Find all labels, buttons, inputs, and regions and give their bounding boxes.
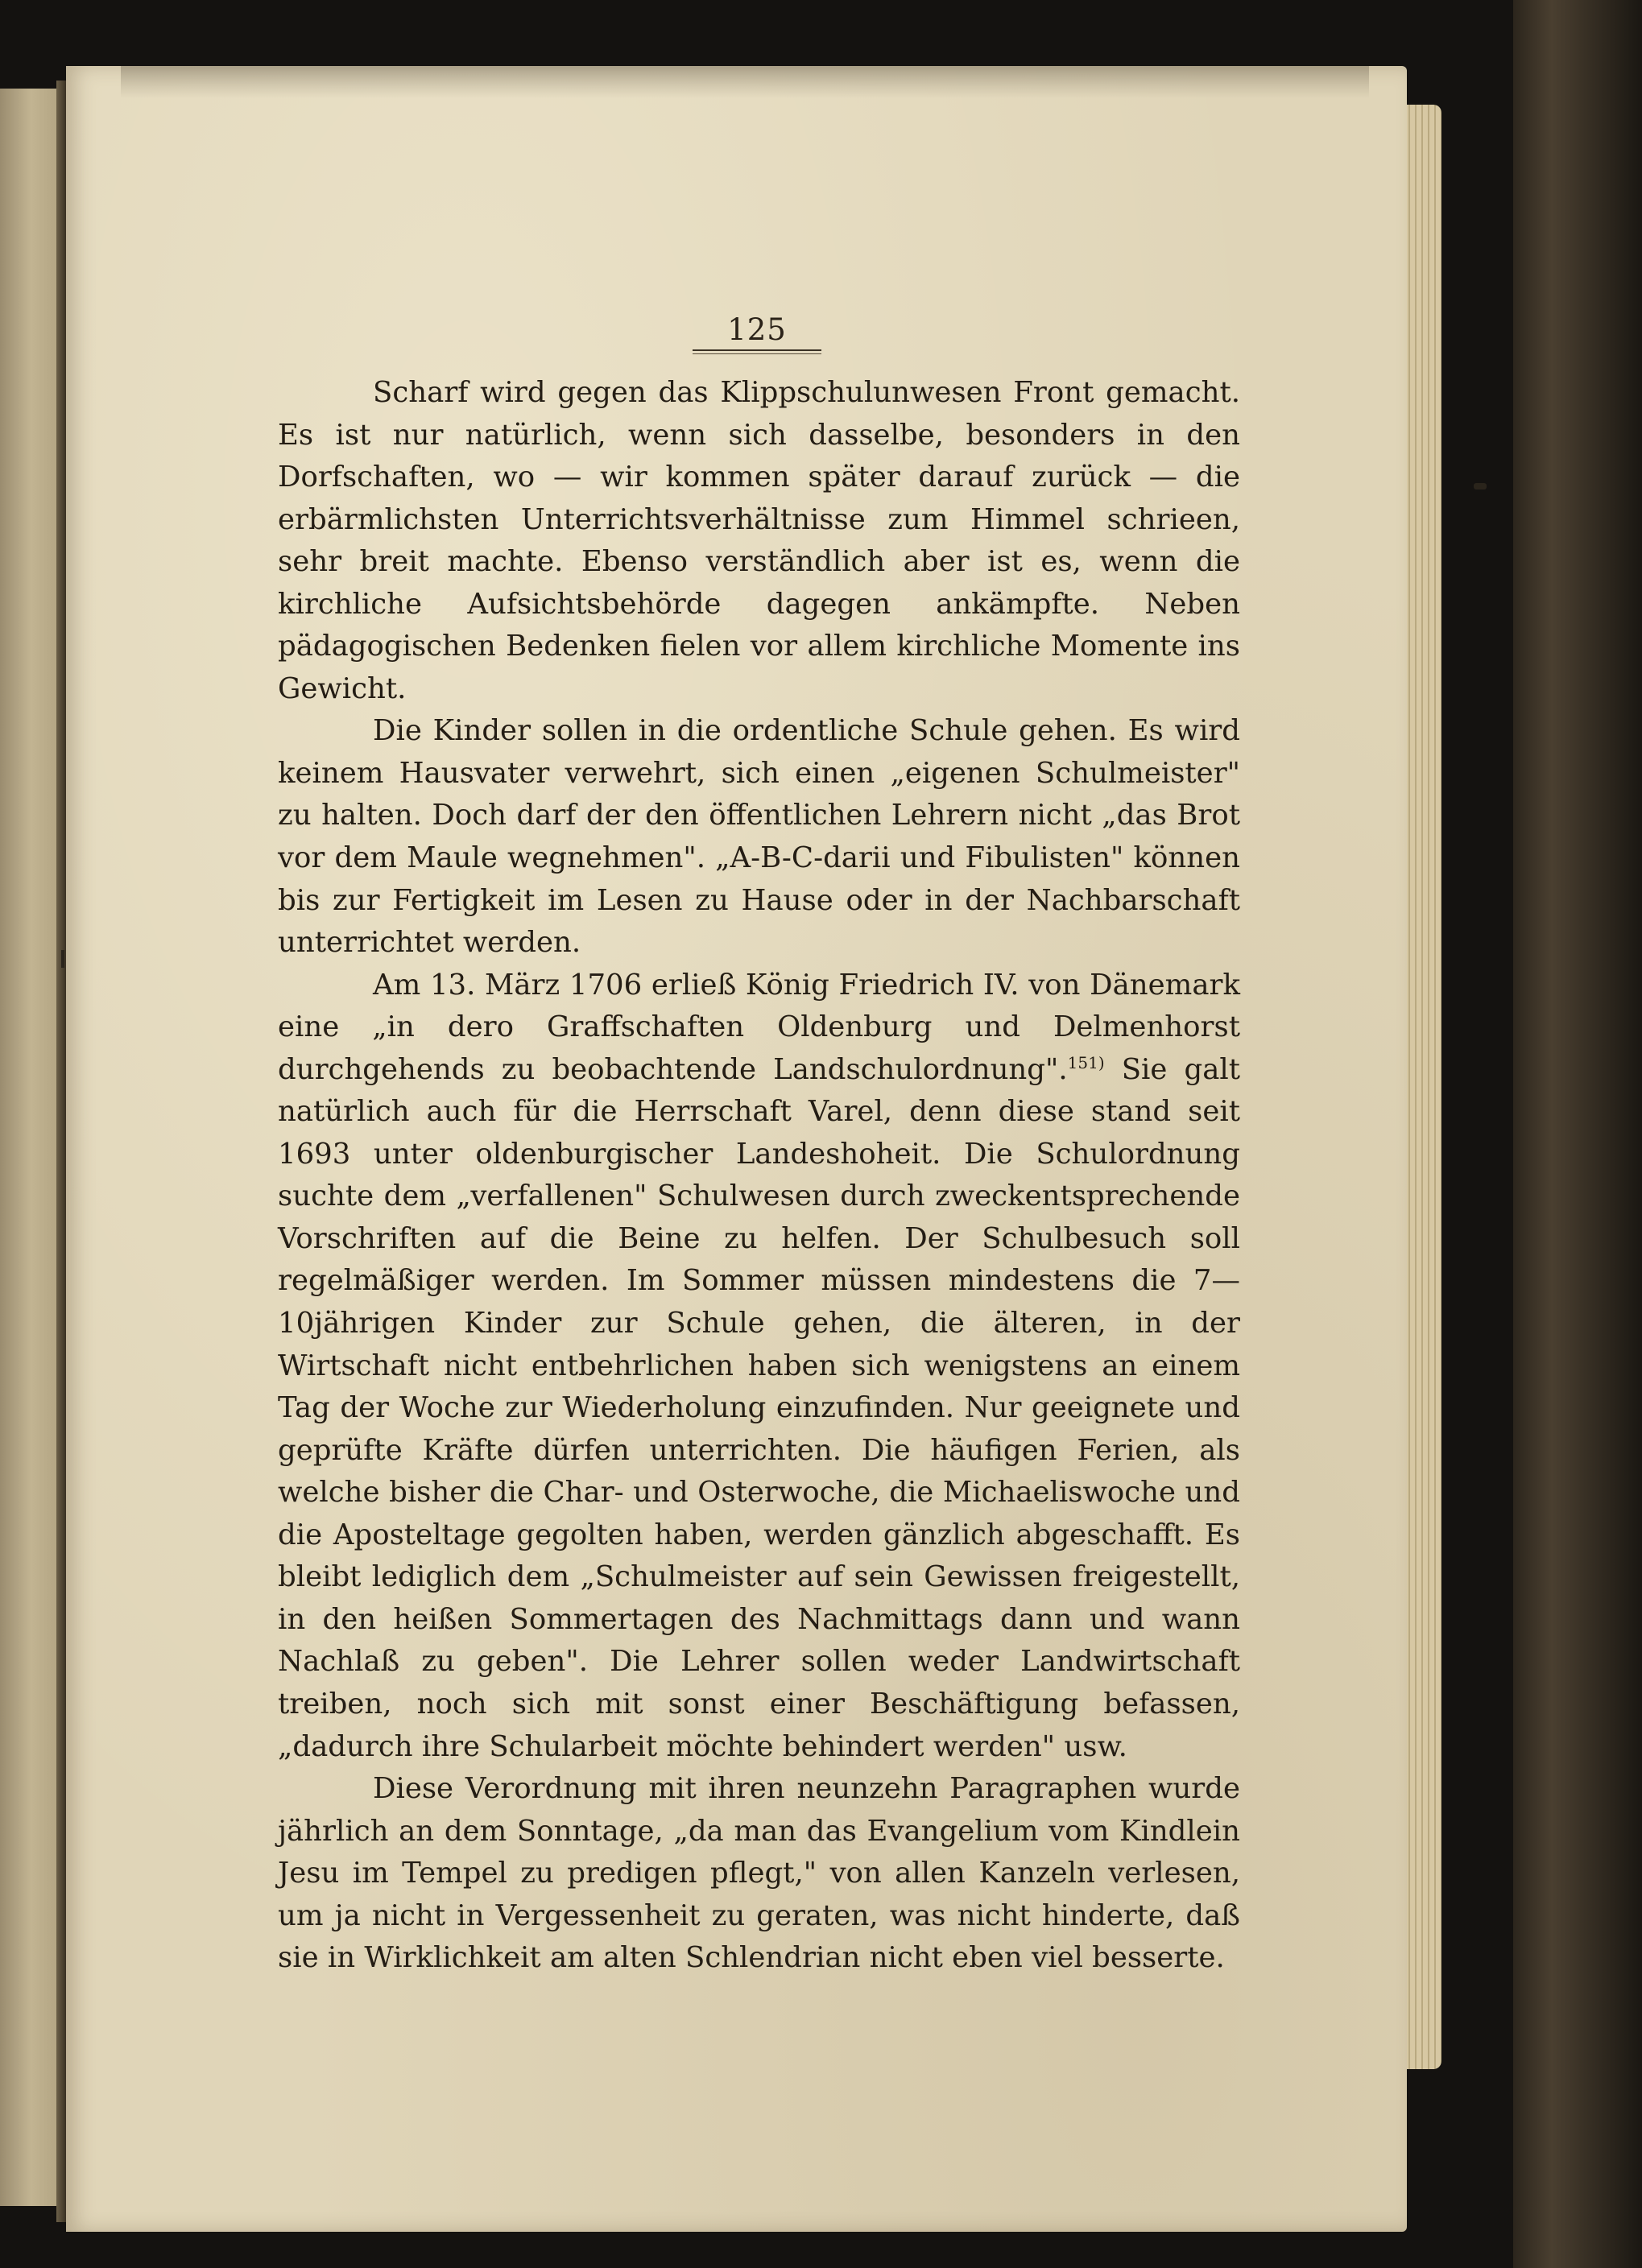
gutter-mark	[61, 950, 64, 968]
footnote-reference: 151)	[1067, 1052, 1105, 1072]
body-text	[278, 372, 1240, 1980]
paragraph-text-before-footnote: Am 13. März 1706 erließ König Friedrich IV. von Dänemark eine „in dero Graffschaften Oldenburg und Delmenhorst durchgehends zu beobachtende Landschulordnung".	[278, 968, 1240, 1086]
page-number-rule	[693, 349, 821, 354]
book-gutter	[56, 81, 66, 2222]
paragraph-verordnung: Diese Verordnung mit ihren neunzehn Paragraphen wurde jährlich an dem Sonntage, „da man das Evangelium vom Kindlein Jesu im Tempel zu predigen pflegt," von allen Kanzeln verlesen, um ja nicht in Vergessenheit zu geraten, was nicht hinderte, daß sie in Wirklichkeit am alten Schlendrian nicht eben viel besserte.	[278, 1772, 1240, 1975]
paragraph-kinder-schule: Die Kinder sollen in die ordentliche Schule gehen. Es wird keinem Hausvater verwehrt, sich einen „eigenen Schulmeister" zu halten. Doch darf der den öffentlichen Lehrern nicht „das Brot vor dem Maule wegnehmen". „A-B-C-darii und Fibulisten" können bis zur Fertigkeit im Lesen zu Hause oder in der Nachbarschaft unterrichtet werden.	[278, 714, 1240, 960]
margin-mark	[1474, 483, 1487, 490]
paragraph-text-after-footnote: Sie galt natürlich auch für die Herrschaft Varel, denn diese stand seit 1693 unter oldenburgischer Landeshoheit. Die Schulordnung suchte dem „verfallenen" Schulwesen durch zweckentsprechende Vorschriften auf die Beine zu helfen. Der Schulbesuch soll regelmäßiger werden. Im Sommer müssen mindestens die 7—10jährigen Kinder zur Schule gehen, die älteren, in der Wirtschaft nicht entbehrlichen haben sich wenigstens an einem Tag der Woche zur Wiederholung einzufinden. Nur geeignete und geprüfte Kräfte dürfen unterrichten. Die häufigen Ferien, als welche bisher die Char- und Osterwoche, die Michaeliswoche und die Aposteltage gegolten haben, werden gänzlich abgeschafft. Es bleibt lediglich dem „Schulmeister auf sein Gewissen freigestellt, in den heißen Sommertagen des Nachmittags dann und wann Nachlaß zu geben". Die Lehrer sollen weder Landwirtschaft treiben, noch sich mit sonst einer Beschäftigung befassen, „dadurch ihre Schularbeit möchte behindert werden" usw.	[278, 1052, 1240, 1763]
paragraph-landschulordnung	[278, 965, 1240, 1768]
left-page-edge	[0, 89, 56, 2206]
page-number: 125	[727, 312, 787, 347]
page-top-shadow	[121, 66, 1369, 98]
book-cover-edge	[1513, 0, 1642, 2268]
paragraph-klippschule: Scharf wird gegen das Klippschulunwesen Front gemacht. Es ist nur natürlich, wenn sich dasselbe, besonders in den Dorfschaften, wo — wir kommen später darauf zurück — die erbärmlichsten Unterrichtsverhältnisse zum Himmel schrieen, sehr breit machte. Ebenso verständlich aber ist es, wenn die kirchliche Aufsichtsbehörde dagegen ankämpfte. Neben pädagogischen Bedenken fielen vor allem kirchliche Momente ins Gewicht.	[278, 376, 1240, 705]
